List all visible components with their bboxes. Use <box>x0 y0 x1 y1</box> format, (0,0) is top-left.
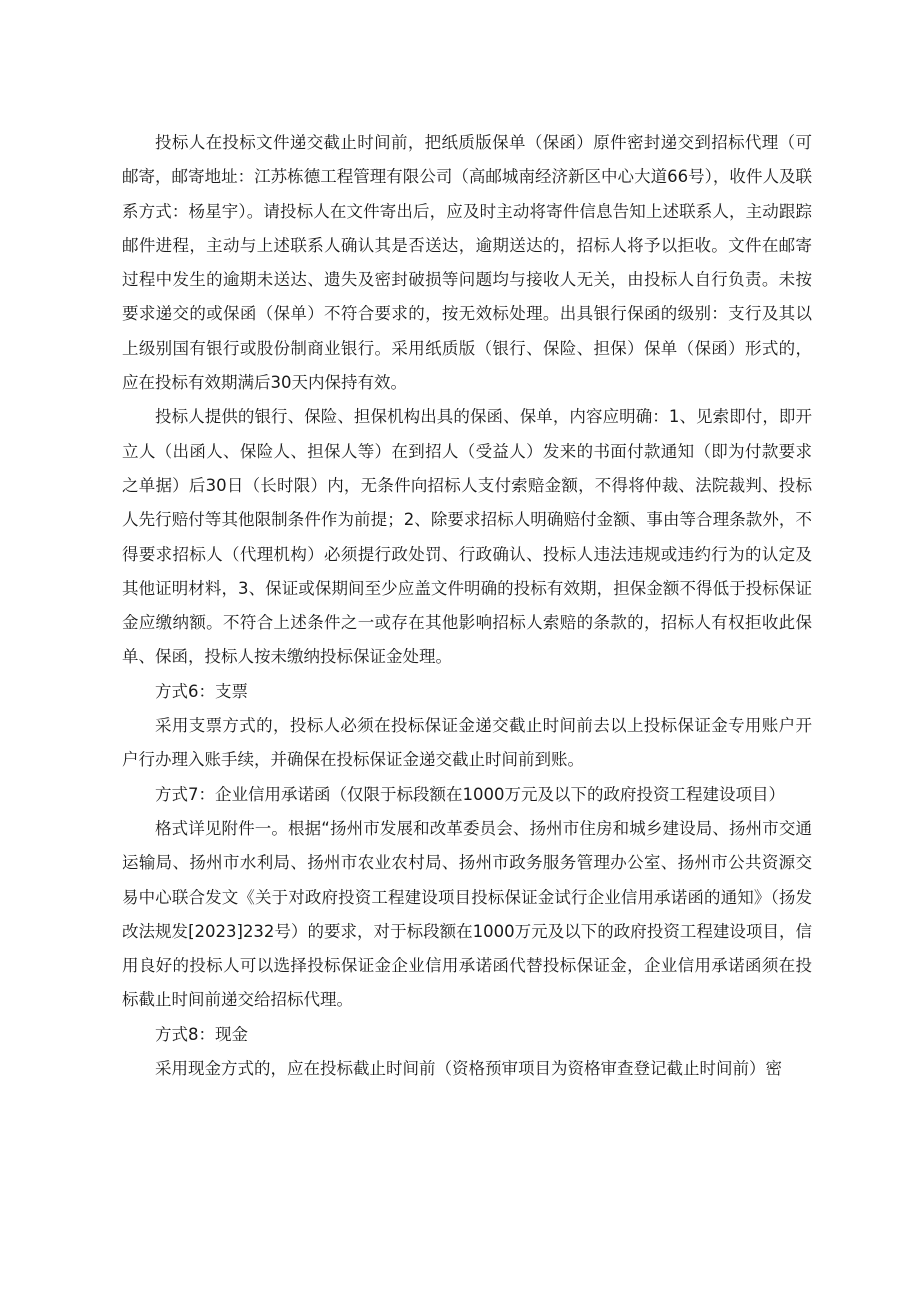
paragraph-check-method: 采用支票方式的，投标人必须在投标保证金递交截止时间前去以上投标保证金专用账户开户行办理入账手续，并确保在投标保证金递交截止时间前到账。 <box>122 716 812 770</box>
document-body <box>122 126 812 1086</box>
paragraph-bank-guarantee-submission: 投标人在投标文件递交截止时间前，把纸质版保单（保函）原件密封递交到招标代理（可邮寄，邮寄地址：江苏栋德工程管理有限公司（高邮城南经济新区中心大道66号），收件人及联系方式：杨星宇）。请投标人在文件寄出后，应及时主动将寄件信息告知上述联系人，主动跟踪邮件进程，主动与上述联系人确认其是否送达，逾期送达的，招标人将予以拒收。文件在邮寄过程中发生的逾期未送达、遗失及密封破损等问题均与接收人无关，由投标人自行负责。未按要求递交的或保函（保单）不符合要求的，按无效标处理。出具银行保函的级别：支行及其以上级别国有银行或股份制商业银行。采用纸质版（银行、保险、担保）保单（保函）形式的，应在投标有效期满后30天内保持有效。 <box>122 133 812 393</box>
paragraph-guarantee-requirements: 投标人提供的银行、保险、担保机构出具的保函、保单，内容应明确：1、见索即付，即开立人（出函人、保险人、担保人等）在到招人（受益人）发来的书面付款通知（即为付款要求之单据）后30日（长时限）内，无条件向招标人支付索赔金额，不得将仲裁、法院裁判、投标人先行赔付等其他限制条件作为前提；2、除要求招标人明确赔付金额、事由等合理条款外，不得要求招标人（代理机构）必须提行政处罚、行政确认、投标人违法违规或违约行为的认定及其他证明材料，3、保证或保期间至少应盖文件明确的投标有效期，担保金额不得低于投标保证金应缴纳额。不符合上述条件之一或存在其他影响招标人索赔的条款的，招标人有权拒收此保单、保函，投标人按未缴纳投标保证金处理。 <box>122 407 812 667</box>
heading-method-7-credit-letter: 方式7：企业信用承诺函（仅限于标段额在1000万元及以下的政府投资工程建设项目） <box>155 784 785 804</box>
heading-method-8-cash: 方式8：现金 <box>155 1024 248 1044</box>
paragraph-credit-letter-method: 格式详见附件一。根据“扬州市发展和改革委员会、扬州市住房和城乡建设局、扬州市交通运输局、扬州市水利局、扬州市农业农村局、扬州市政务服务管理办公室、扬州市公共资源交易中心联合发文《关于对政府投资工程建设项目投标保证金试行企业信用承诺函的通知》（扬发改法规发[2023]232号）的要求，对于标段额在1000万元及以下的政府投资工程建设项目，信用良好的投标人可以选择投标保证金企业信用承诺函代替投标保证金，企业信用承诺函须在投标截止时间前递交给招标代理。 <box>122 818 812 1010</box>
heading-method-6-check: 方式6：支票 <box>155 681 248 701</box>
paragraph-cash-method: 采用现金方式的，应在投标截止时间前（资格预审项目为资格审查登记截止时间前）密 <box>155 1059 782 1079</box>
